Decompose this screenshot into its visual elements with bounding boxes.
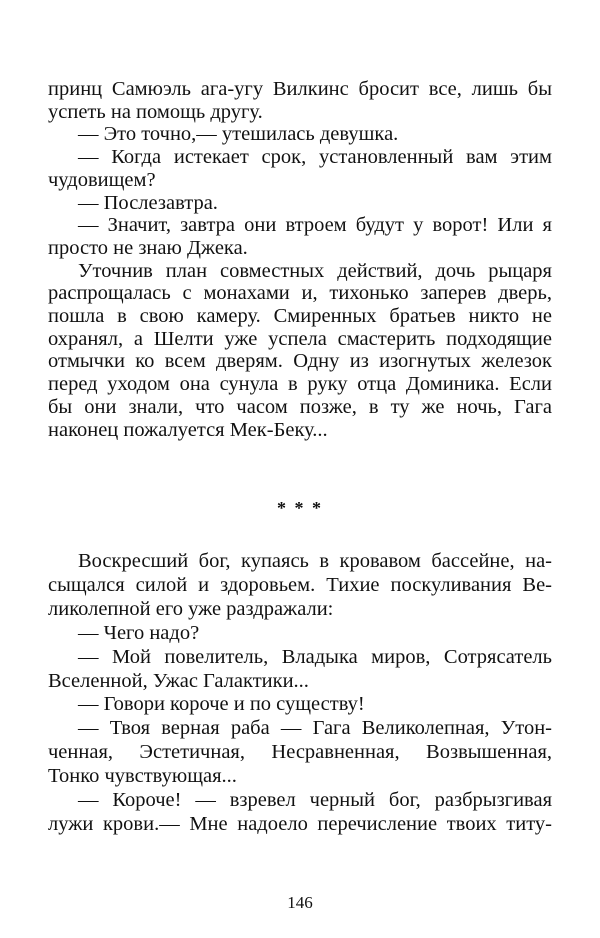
text-line: охранял, а Шелти уже успела смастерить подходящие [48,327,552,350]
text-line: просто не знаю Джека. [48,236,248,259]
text-line: Тонко чувствующая... [48,765,237,788]
text-section-2 [48,550,552,837]
text-section-1 [48,78,552,441]
text-line: распрощалась с монахами и, тихонько заперев дверь, [48,282,552,305]
text-line: — Послезавтра. [78,191,218,214]
text-line: — Короче! — взревел черный бог, разбрызгивая [78,789,552,812]
text-line: отмычки ко всем дверям. Одну из изогнутых железок [48,350,552,373]
text-line: — Твоя верная раба — Гага Великолепная, Утон- [78,717,552,740]
text-line: сыщался силой и здоровьем. Тихие поскуливания Ве- [48,573,552,596]
page-number: 146 [287,893,313,912]
text-line: — Мой повелитель, Владыка миров, Сотрясатель [78,645,552,668]
section-separator: * * * [277,498,323,518]
text-line: пошла в свою камеру. Смиренных братьев никто не [48,305,552,328]
text-line: принц Самюэль ага-угу Вилкинс бросит все, лишь бы [48,78,552,100]
text-line: успеть на помощь другу. [48,100,263,123]
text-line: Воскресший бог, купаясь в кровавом бассейне, на- [78,550,552,572]
text-line: ликолепной его уже раздражали: [48,597,334,620]
text-line: — Когда истекает срок, установленный вам этим [78,146,552,169]
text-line: Уточнив план совместных действий, дочь рыцаря [78,259,552,282]
text-line: — Чего надо? [78,621,200,644]
text-line: чудовищем? [48,168,156,191]
text-line: ченная, Эстетичная, Несравненная, Возвышенная, [48,741,552,764]
text-line: — Значит, завтра они втроем будут у ворот! Или я [78,214,552,237]
text-line: перед уходом она сунула в руку отца Доминика. Если [48,373,552,396]
text-line: наконец пожалуется Мек-Беку... [48,418,328,441]
text-line: бы они знали, что часом позже, в ту же ночь, Гага [48,395,552,418]
text-line: — Это точно,— утешилась девушка. [78,123,399,146]
text-line: лужи крови.— Мне надоело перечисление твоих титу- [48,812,552,835]
text-line: Вселенной, Ужас Галактики... [48,669,309,692]
text-line: — Говори короче и по существу! [78,693,365,716]
